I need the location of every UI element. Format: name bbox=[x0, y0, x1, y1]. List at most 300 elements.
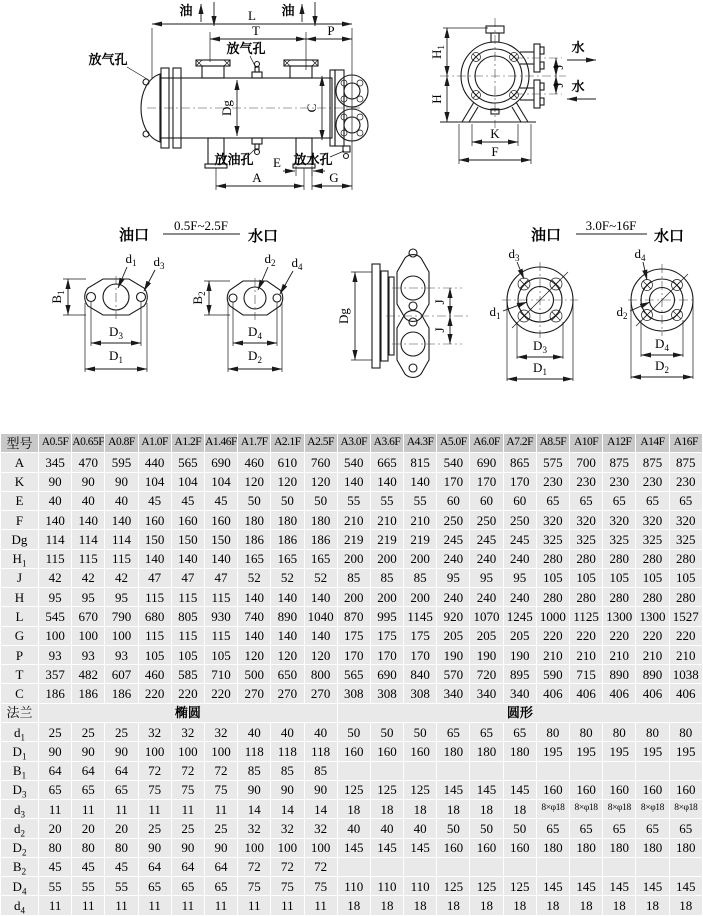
cell: 93 bbox=[72, 645, 105, 664]
cell: 8×φ18 bbox=[669, 800, 702, 819]
cell: 32 bbox=[171, 722, 204, 741]
cell: 280 bbox=[636, 549, 669, 568]
cell: 875 bbox=[636, 453, 669, 472]
cell: 186 bbox=[238, 530, 271, 549]
cell: 40 bbox=[404, 819, 437, 838]
cell: 125 bbox=[404, 780, 437, 799]
row-label: Dg bbox=[1, 530, 39, 549]
side-view bbox=[88, 2, 368, 190]
cell: 93 bbox=[39, 645, 72, 664]
cell bbox=[536, 761, 569, 780]
model-header: A16F bbox=[669, 434, 702, 453]
model-header: A12F bbox=[603, 434, 636, 453]
cell: 500 bbox=[238, 665, 271, 684]
cell: 18 bbox=[503, 896, 536, 916]
cell: 895 bbox=[503, 665, 536, 684]
cell: 85 bbox=[337, 568, 370, 587]
cell: 175 bbox=[404, 626, 437, 645]
cell: 32 bbox=[204, 722, 237, 741]
cell: 115 bbox=[171, 588, 204, 607]
round-flange-section bbox=[490, 218, 697, 381]
cell: 80 bbox=[536, 722, 569, 741]
cell: 65 bbox=[72, 780, 105, 799]
cell: 95 bbox=[72, 588, 105, 607]
cell: 200 bbox=[337, 549, 370, 568]
cell bbox=[370, 761, 403, 780]
cell: 210 bbox=[337, 511, 370, 530]
cell: 357 bbox=[39, 665, 72, 684]
cell: 8×φ18 bbox=[536, 800, 569, 819]
cell: 160 bbox=[138, 511, 171, 530]
cell: 245 bbox=[470, 530, 503, 549]
cell: 210 bbox=[603, 645, 636, 664]
cell: 118 bbox=[238, 742, 271, 761]
cell: 100 bbox=[39, 626, 72, 645]
cell: 186 bbox=[105, 684, 138, 703]
cell: 145 bbox=[503, 780, 536, 799]
cell: 190 bbox=[503, 645, 536, 664]
cell: 170 bbox=[470, 472, 503, 491]
cell: 80 bbox=[105, 838, 138, 857]
cell: 50 bbox=[503, 819, 536, 838]
cell: 25 bbox=[105, 722, 138, 741]
row-label: T bbox=[1, 665, 39, 684]
cell: 47 bbox=[204, 568, 237, 587]
cell: 186 bbox=[304, 530, 337, 549]
cell bbox=[404, 761, 437, 780]
cell: 75 bbox=[171, 780, 204, 799]
cell: 55 bbox=[39, 877, 72, 896]
cell: 32 bbox=[271, 819, 304, 838]
cell: 18 bbox=[404, 896, 437, 916]
cell: 700 bbox=[570, 453, 603, 472]
cell: 11 bbox=[271, 896, 304, 916]
cell: 1300 bbox=[636, 607, 669, 626]
cell: 406 bbox=[669, 684, 702, 703]
cell: 1038 bbox=[669, 665, 702, 684]
cell: 140 bbox=[337, 472, 370, 491]
cell: 140 bbox=[105, 511, 138, 530]
cell bbox=[337, 761, 370, 780]
cell: 930 bbox=[204, 607, 237, 626]
vent-label: 放气孔 bbox=[226, 41, 266, 56]
cell: 280 bbox=[536, 588, 569, 607]
cell: 150 bbox=[138, 530, 171, 549]
dim-K: K bbox=[490, 126, 500, 141]
oil-label: 油 bbox=[179, 3, 193, 18]
dim-L: L bbox=[248, 8, 256, 23]
row-label: C bbox=[1, 684, 39, 703]
dim-P: P bbox=[327, 23, 335, 38]
cell: 230 bbox=[536, 472, 569, 491]
cell: 270 bbox=[238, 684, 271, 703]
cell: 440 bbox=[138, 453, 171, 472]
cell: 230 bbox=[603, 472, 636, 491]
cell: 18 bbox=[570, 896, 603, 916]
row-label: $d_2$ bbox=[1, 819, 39, 838]
cell: 200 bbox=[370, 588, 403, 607]
cell: 110 bbox=[337, 877, 370, 896]
cell: 45 bbox=[171, 491, 204, 510]
cell: 65 bbox=[138, 877, 171, 896]
cell: 50 bbox=[337, 722, 370, 741]
dim-d2: $d_2$ bbox=[264, 251, 276, 268]
size-range-small: 0.5F~2.5F bbox=[174, 218, 228, 233]
dim-d2: $d_2$ bbox=[616, 304, 628, 321]
cell: 230 bbox=[570, 472, 603, 491]
dim-B2: $B_2$ bbox=[190, 291, 207, 305]
cell: 114 bbox=[105, 530, 138, 549]
dim-Dg: Dg bbox=[219, 100, 234, 116]
row-label: $D_2$ bbox=[1, 838, 39, 857]
cell: 470 bbox=[72, 453, 105, 472]
cell: 240 bbox=[437, 588, 470, 607]
cell: 175 bbox=[370, 626, 403, 645]
cell: 180 bbox=[669, 838, 702, 857]
cell: 245 bbox=[437, 530, 470, 549]
cell: 180 bbox=[570, 838, 603, 857]
cell: 610 bbox=[271, 453, 304, 472]
cell: 165 bbox=[238, 549, 271, 568]
cell: 1070 bbox=[470, 607, 503, 626]
cell: 160 bbox=[437, 838, 470, 857]
cell: 32 bbox=[304, 819, 337, 838]
cell: 280 bbox=[603, 588, 636, 607]
cell: 585 bbox=[171, 665, 204, 684]
cell bbox=[470, 761, 503, 780]
model-header: A0.65F bbox=[72, 434, 105, 453]
cell: 65 bbox=[603, 491, 636, 510]
cell: 25 bbox=[72, 722, 105, 741]
cell: 186 bbox=[72, 684, 105, 703]
cell: 200 bbox=[404, 588, 437, 607]
model-header: A10F bbox=[570, 434, 603, 453]
cell bbox=[470, 857, 503, 876]
cell: 1145 bbox=[404, 607, 437, 626]
cell: 65 bbox=[636, 819, 669, 838]
cell: 230 bbox=[669, 472, 702, 491]
model-header: A1.0F bbox=[138, 434, 171, 453]
dim-H1: $H_1$ bbox=[429, 45, 446, 59]
cell: 95 bbox=[503, 568, 536, 587]
cell: 40 bbox=[105, 491, 138, 510]
row-label: H bbox=[1, 588, 39, 607]
cell: 75 bbox=[204, 780, 237, 799]
cell: 325 bbox=[669, 530, 702, 549]
cell: 115 bbox=[171, 626, 204, 645]
cell: 240 bbox=[470, 588, 503, 607]
cell: 65 bbox=[503, 722, 536, 741]
cell: 140 bbox=[72, 511, 105, 530]
oil-label: 油 bbox=[281, 3, 295, 18]
cell: 180 bbox=[636, 838, 669, 857]
cell: 55 bbox=[105, 877, 138, 896]
cell bbox=[603, 761, 636, 780]
dim-E: E bbox=[273, 155, 281, 170]
cell: 50 bbox=[404, 722, 437, 741]
cell: 18 bbox=[536, 896, 569, 916]
cell: 715 bbox=[570, 665, 603, 684]
cell: 140 bbox=[271, 626, 304, 645]
cell: 140 bbox=[204, 549, 237, 568]
cell: 18 bbox=[404, 800, 437, 819]
cell: 65 bbox=[536, 819, 569, 838]
cell: 95 bbox=[437, 568, 470, 587]
cell: 1000 bbox=[536, 607, 569, 626]
dim-J: J bbox=[432, 327, 447, 333]
cell: 11 bbox=[72, 800, 105, 819]
cell: 105 bbox=[204, 645, 237, 664]
cell: 200 bbox=[337, 588, 370, 607]
cell bbox=[404, 857, 437, 876]
cell: 90 bbox=[105, 472, 138, 491]
cell: 18 bbox=[470, 800, 503, 819]
dim-D3: $D_3$ bbox=[109, 324, 123, 341]
cell: 100 bbox=[105, 626, 138, 645]
cell: 482 bbox=[72, 665, 105, 684]
cell: 140 bbox=[370, 472, 403, 491]
cell: 65 bbox=[636, 491, 669, 510]
cell: 920 bbox=[437, 607, 470, 626]
cell: 200 bbox=[404, 549, 437, 568]
cell: 665 bbox=[370, 453, 403, 472]
water-drain-label: 放水孔 bbox=[293, 152, 333, 167]
dim-D4: $D_4$ bbox=[248, 324, 262, 341]
cell: 72 bbox=[271, 857, 304, 876]
cell: 18 bbox=[437, 896, 470, 916]
cell: 50 bbox=[437, 819, 470, 838]
cell: 565 bbox=[171, 453, 204, 472]
cell: 280 bbox=[636, 588, 669, 607]
cell: 11 bbox=[39, 896, 72, 916]
cell: 64 bbox=[72, 761, 105, 780]
cell: 42 bbox=[39, 568, 72, 587]
cell: 308 bbox=[370, 684, 403, 703]
cell: 308 bbox=[337, 684, 370, 703]
cell: 11 bbox=[171, 800, 204, 819]
cell: 205 bbox=[470, 626, 503, 645]
cell: 670 bbox=[72, 607, 105, 626]
cell: 105 bbox=[603, 568, 636, 587]
cell: 570 bbox=[437, 665, 470, 684]
row-label: $D_3$ bbox=[1, 780, 39, 799]
cell bbox=[337, 857, 370, 876]
cell: 105 bbox=[636, 568, 669, 587]
cell: 72 bbox=[138, 761, 171, 780]
cell: 45 bbox=[105, 857, 138, 876]
cell: 545 bbox=[39, 607, 72, 626]
cell: 25 bbox=[171, 819, 204, 838]
cell: 85 bbox=[271, 761, 304, 780]
cell: 105 bbox=[536, 568, 569, 587]
cell: 270 bbox=[271, 684, 304, 703]
dim-d1: $d_1$ bbox=[125, 251, 137, 268]
cell: 210 bbox=[636, 645, 669, 664]
cell: 90 bbox=[105, 742, 138, 761]
cell: 145 bbox=[570, 877, 603, 896]
cell: 75 bbox=[304, 877, 337, 896]
cell: 115 bbox=[138, 626, 171, 645]
cell: 125 bbox=[437, 877, 470, 896]
cell: 195 bbox=[536, 742, 569, 761]
cell: 11 bbox=[204, 800, 237, 819]
row-label: K bbox=[1, 472, 39, 491]
cell: 100 bbox=[271, 838, 304, 857]
cell: 230 bbox=[636, 472, 669, 491]
dim-Dg: Dg bbox=[336, 308, 351, 324]
cell: 190 bbox=[437, 645, 470, 664]
cell: 210 bbox=[370, 511, 403, 530]
cell: 40 bbox=[370, 819, 403, 838]
row-label: $H_1$ bbox=[1, 549, 39, 568]
cell: 540 bbox=[337, 453, 370, 472]
cell: 320 bbox=[603, 511, 636, 530]
cell: 890 bbox=[636, 665, 669, 684]
cell: 93 bbox=[105, 645, 138, 664]
cell: 90 bbox=[304, 780, 337, 799]
model-header: A0.5F bbox=[39, 434, 72, 453]
cell: 65 bbox=[437, 722, 470, 741]
cell: 140 bbox=[138, 549, 171, 568]
cell: 50 bbox=[238, 491, 271, 510]
cell: 890 bbox=[271, 607, 304, 626]
cell: 800 bbox=[304, 665, 337, 684]
cell bbox=[437, 857, 470, 876]
cell: 406 bbox=[636, 684, 669, 703]
cell: 180 bbox=[603, 838, 636, 857]
cell: 95 bbox=[105, 588, 138, 607]
cell: 64 bbox=[105, 761, 138, 780]
cell: 160 bbox=[404, 742, 437, 761]
cell: 240 bbox=[503, 588, 536, 607]
cell: 120 bbox=[304, 645, 337, 664]
cell: 65 bbox=[470, 722, 503, 741]
cell: 210 bbox=[536, 645, 569, 664]
cell: 11 bbox=[72, 896, 105, 916]
cell: 195 bbox=[603, 742, 636, 761]
cell bbox=[370, 857, 403, 876]
cell: 680 bbox=[138, 607, 171, 626]
cell bbox=[669, 761, 702, 780]
cell: 245 bbox=[503, 530, 536, 549]
cell: 280 bbox=[570, 588, 603, 607]
cell: 72 bbox=[304, 857, 337, 876]
cell: 150 bbox=[204, 530, 237, 549]
cell: 60 bbox=[437, 491, 470, 510]
cell: 114 bbox=[72, 530, 105, 549]
cell: 72 bbox=[204, 761, 237, 780]
cell: 90 bbox=[204, 838, 237, 857]
cell: 140 bbox=[238, 588, 271, 607]
cell: 65 bbox=[39, 780, 72, 799]
cell: 55 bbox=[404, 491, 437, 510]
cell: 460 bbox=[138, 665, 171, 684]
dim-T: T bbox=[252, 23, 260, 38]
cell: 80 bbox=[570, 722, 603, 741]
cell: 40 bbox=[337, 819, 370, 838]
dim-D2: $D_2$ bbox=[248, 348, 262, 365]
cell: 120 bbox=[238, 472, 271, 491]
cell: 115 bbox=[204, 588, 237, 607]
cell: 145 bbox=[536, 877, 569, 896]
dim-B1: $B_1$ bbox=[49, 290, 66, 304]
cell: 186 bbox=[271, 530, 304, 549]
cell: 760 bbox=[304, 453, 337, 472]
cell: 160 bbox=[603, 780, 636, 799]
cell: 575 bbox=[536, 453, 569, 472]
cell: 220 bbox=[636, 626, 669, 645]
row-label: $d_1$ bbox=[1, 722, 39, 741]
cell: 870 bbox=[337, 607, 370, 626]
cell: 104 bbox=[204, 472, 237, 491]
cell: 240 bbox=[437, 549, 470, 568]
cell: 1527 bbox=[669, 607, 702, 626]
cell: 590 bbox=[536, 665, 569, 684]
cell: 340 bbox=[437, 684, 470, 703]
cell: 170 bbox=[503, 472, 536, 491]
cell: 145 bbox=[404, 838, 437, 857]
cell: 607 bbox=[105, 665, 138, 684]
cell: 160 bbox=[470, 838, 503, 857]
cell: 1040 bbox=[304, 607, 337, 626]
cell: 186 bbox=[39, 684, 72, 703]
cell: 18 bbox=[370, 800, 403, 819]
dim-D1: $D_1$ bbox=[109, 348, 123, 365]
cell: 280 bbox=[570, 549, 603, 568]
cell: 65 bbox=[603, 819, 636, 838]
cell: 115 bbox=[39, 549, 72, 568]
size-range-large: 3.0F~16F bbox=[585, 218, 637, 233]
cell: 720 bbox=[470, 665, 503, 684]
cell: 160 bbox=[570, 780, 603, 799]
cell: 650 bbox=[271, 665, 304, 684]
cell: 180 bbox=[437, 742, 470, 761]
water-port-label: 水口 bbox=[247, 229, 279, 245]
cell: 90 bbox=[271, 780, 304, 799]
cell: 45 bbox=[39, 857, 72, 876]
cell: 55 bbox=[370, 491, 403, 510]
row-label: E bbox=[1, 491, 39, 510]
oil-port-label: 油口 bbox=[118, 228, 150, 244]
cell: 140 bbox=[171, 549, 204, 568]
cell: 80 bbox=[636, 722, 669, 741]
cell: 52 bbox=[238, 568, 271, 587]
water-label: 水 bbox=[571, 79, 585, 94]
cell: 11 bbox=[39, 800, 72, 819]
cell: 140 bbox=[238, 626, 271, 645]
cell: 115 bbox=[72, 549, 105, 568]
vent-label: 放气孔 bbox=[88, 52, 128, 67]
cell: 210 bbox=[404, 511, 437, 530]
cell: 710 bbox=[204, 665, 237, 684]
cell: 72 bbox=[171, 761, 204, 780]
cell: 280 bbox=[669, 549, 702, 568]
cell: 320 bbox=[570, 511, 603, 530]
cell: 345 bbox=[39, 453, 72, 472]
cell: 219 bbox=[404, 530, 437, 549]
cell: 160 bbox=[536, 780, 569, 799]
cell: 118 bbox=[271, 742, 304, 761]
cell: 240 bbox=[470, 549, 503, 568]
dim-D3: $D_3$ bbox=[533, 338, 547, 355]
cell: 195 bbox=[570, 742, 603, 761]
dim-J: J bbox=[432, 299, 447, 305]
cell: 250 bbox=[437, 511, 470, 530]
cell: 145 bbox=[370, 838, 403, 857]
cell: 270 bbox=[304, 684, 337, 703]
cell: 8×φ18 bbox=[636, 800, 669, 819]
cell: 125 bbox=[470, 877, 503, 896]
